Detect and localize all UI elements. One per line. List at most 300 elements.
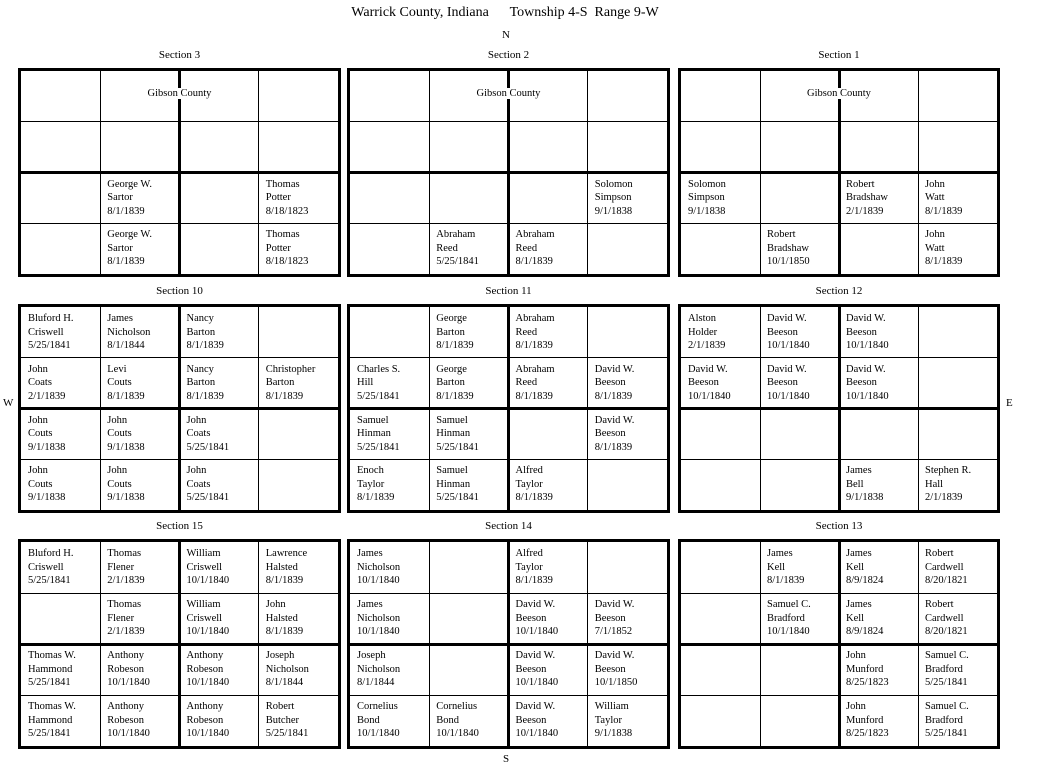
- land-entry-line: Munford: [846, 663, 884, 675]
- land-entry-line: David W.: [846, 363, 886, 375]
- land-entry-line: William: [186, 548, 221, 559]
- land-entry: [107, 649, 150, 690]
- section-label: Section 10: [156, 285, 203, 297]
- land-entry-line: Reed: [515, 242, 538, 254]
- land-entry-line: 2/1/1839: [28, 390, 66, 402]
- land-entry-line: Simpson: [594, 192, 632, 203]
- land-entry-line: 8/1/1839: [265, 390, 304, 402]
- land-entry-line: Hammond: [28, 714, 73, 726]
- land-entry-line: Hinman: [436, 478, 471, 490]
- land-entry-line: Thomas: [265, 178, 300, 190]
- land-entry-line: 5/25/1841: [436, 256, 479, 268]
- land-entry-line: John: [925, 229, 945, 241]
- land-entry-line: Flener: [107, 561, 135, 573]
- land-entry: [187, 464, 230, 505]
- land-entry-line: Nicholson: [107, 326, 151, 338]
- land-entry-line: Flener: [107, 612, 135, 624]
- land-entry-line: Robert: [767, 229, 796, 241]
- land-entry: [187, 363, 224, 404]
- land-entry: [846, 312, 889, 353]
- land-entry: [846, 178, 888, 219]
- sixteenth-line: [681, 357, 997, 358]
- land-entry: [357, 464, 394, 505]
- land-entry-line: Kell: [846, 561, 865, 573]
- sixteenth-line: [681, 695, 997, 696]
- land-entry: [516, 598, 559, 639]
- section-label: Section 2: [487, 49, 530, 61]
- land-entry-line: Solomon: [594, 178, 633, 190]
- land-entry-line: 10/1/1840: [846, 390, 889, 402]
- land-entry-line: 8/18/1823: [265, 205, 309, 217]
- land-entry: [357, 598, 400, 639]
- land-entry-line: Taylor: [515, 561, 543, 573]
- land-entry-line: John: [28, 414, 48, 426]
- land-entry-line: John: [186, 465, 207, 477]
- section-label: Section 11: [485, 285, 532, 297]
- land-entry: [266, 598, 303, 639]
- land-entry-line: Stephen R.: [925, 465, 972, 477]
- land-entry: [187, 547, 230, 588]
- land-entry-line: 10/1/1840: [515, 728, 559, 739]
- land-entry: [516, 312, 555, 353]
- land-entry-line: 5/25/1841: [186, 492, 230, 504]
- land-entry-line: 9/1/1838: [107, 492, 145, 504]
- land-entry-line: David W.: [767, 363, 807, 375]
- land-entry-line: Samuel: [436, 414, 468, 426]
- land-entry-line: 10/1/1840: [357, 626, 400, 637]
- land-entry: [767, 598, 811, 639]
- land-entry-line: James: [846, 548, 872, 559]
- land-entry: [516, 700, 559, 741]
- land-entry-line: Anthony: [186, 650, 224, 661]
- land-entry-line: Couts: [107, 478, 132, 490]
- land-entry-line: 5/25/1841: [357, 390, 400, 402]
- land-entry-line: Coats: [186, 428, 211, 439]
- land-entry-line: Barton: [186, 377, 216, 389]
- land-entry: [107, 700, 150, 741]
- land-entry: [688, 178, 726, 219]
- land-entry: [357, 414, 400, 455]
- land-entry-line: Christopher: [265, 363, 316, 375]
- land-entry-line: 10/1/1840: [107, 728, 150, 739]
- land-entry-line: Watt: [925, 242, 945, 254]
- land-entry-line: Bradshaw: [846, 192, 888, 203]
- land-entry: [107, 547, 144, 588]
- land-entry-line: Abraham: [436, 229, 476, 241]
- land-entry-line: David W.: [846, 313, 886, 324]
- land-entry-line: Halsted: [265, 561, 298, 573]
- land-entry-line: 8/1/1839: [767, 575, 805, 586]
- land-entry-line: John: [846, 650, 866, 661]
- land-entry-line: Beeson: [594, 663, 626, 675]
- land-entry-line: 5/25/1841: [265, 728, 309, 739]
- quarter-line: [681, 643, 997, 646]
- gibson-county-label: Gibson County: [768, 88, 910, 99]
- land-entry-line: 8/1/1839: [515, 575, 553, 586]
- land-entry-line: Joseph: [357, 650, 386, 661]
- land-entry-line: Taylor: [357, 478, 385, 490]
- land-entry: [925, 598, 968, 639]
- land-entry-line: Alston: [688, 313, 717, 324]
- land-entry-line: 8/1/1839: [925, 205, 963, 217]
- land-entry-line: Hinman: [436, 428, 471, 439]
- land-entry: [187, 700, 230, 741]
- land-entry: [266, 649, 309, 690]
- land-entry: [187, 598, 230, 639]
- land-entry-line: Criswell: [28, 326, 64, 338]
- land-entry-line: Beeson: [688, 377, 719, 389]
- map-title: Warrick County, Indiana Township 4-S Range 9-W: [351, 5, 659, 20]
- land-entry-line: James: [846, 599, 872, 610]
- land-entry-line: 8/1/1844: [265, 677, 304, 688]
- land-entry-line: 2/1/1839: [925, 492, 963, 504]
- land-entry: [28, 363, 65, 404]
- land-entry: [107, 312, 150, 353]
- land-entry-line: 10/1/1840: [846, 340, 889, 351]
- land-entry: [595, 363, 635, 404]
- land-entry: [357, 363, 400, 404]
- land-entry-line: Robert: [846, 178, 875, 190]
- sixteenth-line: [350, 459, 667, 460]
- land-entry-line: 10/1/1840: [357, 728, 400, 739]
- land-entry-line: 5/25/1841: [357, 441, 400, 453]
- land-entry-line: Robert: [925, 599, 954, 610]
- land-entry-line: Bradford: [925, 714, 963, 726]
- land-entry-line: 8/1/1839: [515, 340, 553, 351]
- quarter-line: [350, 171, 667, 174]
- gibson-county-label: Gibson County: [437, 88, 580, 99]
- land-entry: [516, 547, 553, 588]
- land-entry-line: David W.: [594, 414, 635, 426]
- land-entry: [266, 547, 307, 588]
- land-entry-line: Solomon: [688, 178, 726, 190]
- land-entry-line: Anthony: [107, 701, 144, 712]
- quarter-line: [350, 643, 667, 646]
- land-entry: [595, 649, 638, 690]
- sixteenth-line: [350, 695, 667, 696]
- land-entry-line: Beeson: [515, 612, 547, 624]
- land-entry-line: Bluford H.: [28, 313, 74, 324]
- land-entry-line: 8/25/1823: [846, 677, 889, 688]
- land-entry-line: 8/1/1839: [925, 256, 963, 268]
- sixteenth-line: [350, 121, 667, 122]
- land-entry-line: Couts: [28, 428, 53, 439]
- land-entry: [925, 547, 968, 588]
- land-entry-line: Robeson: [186, 663, 224, 675]
- land-entry-line: 10/1/1840: [515, 677, 559, 688]
- land-entry-line: Enoch: [357, 465, 384, 477]
- land-entry: [846, 363, 889, 404]
- land-entry-line: Taylor: [515, 478, 543, 490]
- land-entry-line: David W.: [594, 650, 635, 661]
- land-entry: [107, 178, 152, 219]
- land-entry-line: 10/1/1840: [186, 728, 230, 739]
- land-entry: [28, 700, 76, 741]
- quarter-line: [681, 407, 997, 410]
- land-entry-line: Holder: [688, 326, 718, 338]
- land-entry-line: Bond: [436, 714, 460, 726]
- land-entry-line: Robert: [925, 548, 954, 559]
- sixteenth-line: [21, 695, 338, 696]
- land-entry-line: Nancy: [186, 363, 214, 375]
- land-entry-line: Barton: [436, 326, 465, 338]
- land-entry: [767, 312, 810, 353]
- land-entry-line: David W.: [767, 313, 807, 324]
- land-entry-line: Cardwell: [925, 612, 964, 624]
- land-entry-line: John: [925, 178, 945, 190]
- land-entry-line: Lawrence: [265, 548, 308, 559]
- land-entry-line: 9/1/1838: [594, 728, 633, 739]
- land-entry: [187, 312, 224, 353]
- land-entry: [266, 228, 309, 269]
- land-entry: [688, 363, 731, 404]
- land-entry-line: Bradford: [767, 612, 805, 624]
- land-entry: [187, 414, 230, 455]
- land-entry-line: George W.: [107, 178, 152, 190]
- land-entry-line: 9/1/1838: [107, 441, 145, 453]
- land-entry-line: Hill: [357, 377, 374, 389]
- land-entry-line: 10/1/1840: [186, 677, 230, 688]
- land-entry-line: 10/1/1840: [107, 677, 150, 688]
- sixteenth-line: [21, 121, 338, 122]
- land-entry-line: Samuel C.: [925, 650, 969, 661]
- land-entry-line: 5/25/1841: [436, 441, 479, 453]
- land-entry-line: 8/1/1839: [107, 256, 145, 268]
- sixteenth-line: [21, 459, 338, 460]
- land-entry-line: John: [186, 414, 207, 426]
- land-entry-line: Nancy: [186, 313, 214, 324]
- land-entry-line: John: [846, 701, 866, 712]
- land-entry-line: Nicholson: [265, 663, 309, 675]
- land-entry-line: 10/1/1840: [515, 626, 559, 637]
- section-label: Section 3: [158, 49, 201, 61]
- land-entry: [357, 547, 400, 588]
- land-entry-line: 8/1/1839: [436, 340, 474, 351]
- quarter-line: [21, 171, 338, 174]
- land-entry-line: George W.: [107, 229, 152, 241]
- compass-south: S: [503, 753, 510, 765]
- land-entry-line: Sartor: [107, 192, 133, 203]
- land-entry-line: 10/1/1850: [594, 677, 638, 688]
- land-entry-line: 10/1/1840: [436, 728, 479, 739]
- quarter-line: [350, 407, 667, 410]
- land-entry-line: Beeson: [515, 714, 547, 726]
- land-entry-line: Beeson: [767, 377, 798, 389]
- land-entry-line: David W.: [688, 363, 728, 375]
- land-entry-line: Kell: [767, 561, 786, 573]
- land-entry-line: Robeson: [107, 714, 144, 726]
- land-entry-line: Barton: [436, 377, 465, 389]
- land-entry-line: Samuel C.: [767, 599, 811, 610]
- sixteenth-line: [350, 223, 667, 224]
- land-entry-line: James: [846, 465, 872, 477]
- land-entry: [357, 649, 400, 690]
- land-entry: [595, 598, 635, 639]
- land-entry: [266, 363, 316, 404]
- land-entry-line: 10/1/1840: [186, 626, 230, 637]
- land-entry-line: Alfred: [515, 548, 543, 559]
- compass-north: N: [502, 29, 510, 41]
- land-entry-line: Thomas: [107, 548, 142, 559]
- land-entry-line: 8/20/1821: [925, 575, 968, 586]
- land-entry-line: Samuel C.: [925, 701, 969, 712]
- sixteenth-line: [681, 593, 997, 594]
- land-entry-line: Criswell: [186, 612, 223, 624]
- land-entry-line: Cardwell: [925, 561, 964, 573]
- land-entry: [767, 547, 804, 588]
- land-entry: [357, 700, 400, 741]
- land-entry-line: Potter: [265, 192, 291, 203]
- land-entry-line: Bond: [357, 714, 380, 726]
- land-entry-line: Cornelius: [436, 701, 478, 712]
- land-entry: [688, 312, 725, 353]
- sixteenth-line: [21, 357, 338, 358]
- land-entry: [266, 700, 309, 741]
- land-entry-line: William: [186, 599, 221, 610]
- land-entry-line: Nicholson: [357, 561, 401, 573]
- land-entry-line: Watt: [925, 192, 945, 203]
- land-entry-line: Hall: [925, 478, 944, 490]
- land-entry: [107, 228, 152, 269]
- land-entry-line: David W.: [515, 599, 556, 610]
- land-entry-line: Thomas: [107, 599, 142, 610]
- land-entry: [767, 363, 810, 404]
- land-entry-line: 8/1/1844: [107, 340, 145, 351]
- land-entry: [28, 464, 65, 505]
- land-entry-line: Bradford: [925, 663, 963, 675]
- land-entry-line: Nicholson: [357, 612, 401, 624]
- land-entry-line: 8/20/1821: [925, 626, 968, 637]
- land-entry: [28, 414, 65, 455]
- sixteenth-line: [350, 593, 667, 594]
- land-entry-line: Levi: [107, 363, 127, 375]
- land-entry: [107, 598, 144, 639]
- sixteenth-line: [350, 357, 667, 358]
- land-entry-line: William: [594, 701, 629, 712]
- land-entry-line: Thomas W.: [28, 650, 76, 661]
- land-entry: [436, 464, 479, 505]
- land-entry-line: David W.: [594, 363, 635, 375]
- land-entry-line: 10/1/1840: [357, 575, 400, 586]
- land-entry-line: Beeson: [594, 428, 626, 439]
- land-entry-line: John: [265, 599, 286, 610]
- land-entry-line: Abraham: [515, 229, 555, 241]
- land-entry: [846, 464, 883, 505]
- land-entry: [28, 312, 74, 353]
- land-entry-line: 8/1/1839: [515, 390, 553, 402]
- gibson-county-label: Gibson County: [108, 88, 251, 99]
- land-entry-line: 5/25/1841: [925, 677, 968, 688]
- land-entry-line: 2/1/1839: [846, 205, 884, 217]
- land-entry-line: Beeson: [594, 612, 626, 624]
- land-entry-line: Bradshaw: [767, 242, 809, 254]
- land-entry-line: Couts: [28, 478, 53, 490]
- land-entry-line: 5/25/1841: [186, 441, 230, 453]
- land-entry-line: 9/1/1838: [28, 492, 66, 504]
- land-entry-line: Thomas W.: [28, 701, 76, 712]
- land-entry-line: Anthony: [186, 701, 224, 712]
- land-entry-line: 9/1/1838: [846, 492, 884, 504]
- land-entry-line: Criswell: [28, 561, 64, 573]
- section-label: Section 1: [818, 49, 860, 61]
- land-entry-line: 8/1/1839: [186, 340, 224, 351]
- land-entry-line: Beeson: [767, 326, 798, 338]
- land-entry-line: David W.: [515, 650, 556, 661]
- land-entry-line: David W.: [594, 599, 635, 610]
- land-entry-line: Coats: [186, 478, 211, 490]
- land-entry-line: 8/1/1839: [107, 205, 145, 217]
- land-entry-line: 10/1/1840: [688, 390, 731, 402]
- land-entry-line: Criswell: [186, 561, 223, 573]
- land-entry: [436, 414, 479, 455]
- land-entry-line: 9/1/1838: [688, 205, 726, 217]
- land-entry: [846, 700, 889, 741]
- land-entry: [846, 547, 883, 588]
- land-entry-line: 5/25/1841: [28, 340, 71, 351]
- land-entry-line: Beeson: [846, 377, 877, 389]
- land-entry-line: Coats: [28, 377, 52, 389]
- land-entry-line: Beeson: [515, 663, 547, 675]
- land-entry-line: Alfred: [515, 465, 543, 477]
- land-entry-line: Robeson: [186, 714, 224, 726]
- land-entry-line: Taylor: [594, 714, 623, 726]
- land-entry-line: 8/1/1839: [186, 390, 224, 402]
- land-entry-line: 8/1/1839: [515, 492, 553, 504]
- land-entry: [925, 464, 971, 505]
- land-entry-line: 8/1/1839: [357, 492, 395, 504]
- land-entry-line: David W.: [515, 701, 556, 712]
- land-entry-line: Bell: [846, 478, 864, 490]
- land-entry: [107, 414, 144, 455]
- land-entry-line: 5/25/1841: [28, 728, 71, 739]
- land-entry-line: Barton: [186, 326, 216, 338]
- land-entry: [595, 700, 632, 741]
- land-entry: [28, 547, 74, 588]
- section-label: Section 13: [815, 520, 863, 532]
- land-entry-line: Cornelius: [357, 701, 398, 712]
- land-entry: [925, 649, 969, 690]
- land-entry: [767, 228, 810, 269]
- section-label: Section 12: [815, 285, 863, 297]
- land-entry: [925, 228, 962, 269]
- land-entry-line: 5/25/1841: [925, 728, 968, 739]
- land-entry: [107, 464, 144, 505]
- section-label: Section 15: [156, 520, 203, 532]
- land-entry-line: 8/9/1824: [846, 626, 884, 637]
- land-entry: [187, 649, 230, 690]
- land-entry: [516, 649, 559, 690]
- land-entry: [925, 700, 969, 741]
- compass-east: E: [1006, 397, 1013, 409]
- land-entry: [436, 700, 479, 741]
- land-entry-line: 10/1/1850: [767, 256, 810, 268]
- land-entry-line: John: [107, 414, 128, 426]
- land-entry: [846, 649, 889, 690]
- land-entry: [595, 414, 635, 455]
- land-entry-line: 10/1/1840: [186, 575, 230, 586]
- land-entry-line: Halsted: [265, 612, 298, 624]
- land-entry-line: Reed: [515, 326, 538, 338]
- land-entry: [436, 363, 473, 404]
- land-entry: [28, 649, 76, 690]
- land-entry-line: 8/1/1839: [265, 626, 304, 637]
- land-entry-line: Barton: [265, 377, 295, 389]
- land-entry: [925, 178, 962, 219]
- land-entry-line: Joseph: [265, 650, 295, 661]
- land-entry-line: 8/1/1839: [594, 390, 633, 402]
- land-entry-line: James: [107, 313, 133, 324]
- land-entry-line: 8/1/1844: [357, 677, 395, 688]
